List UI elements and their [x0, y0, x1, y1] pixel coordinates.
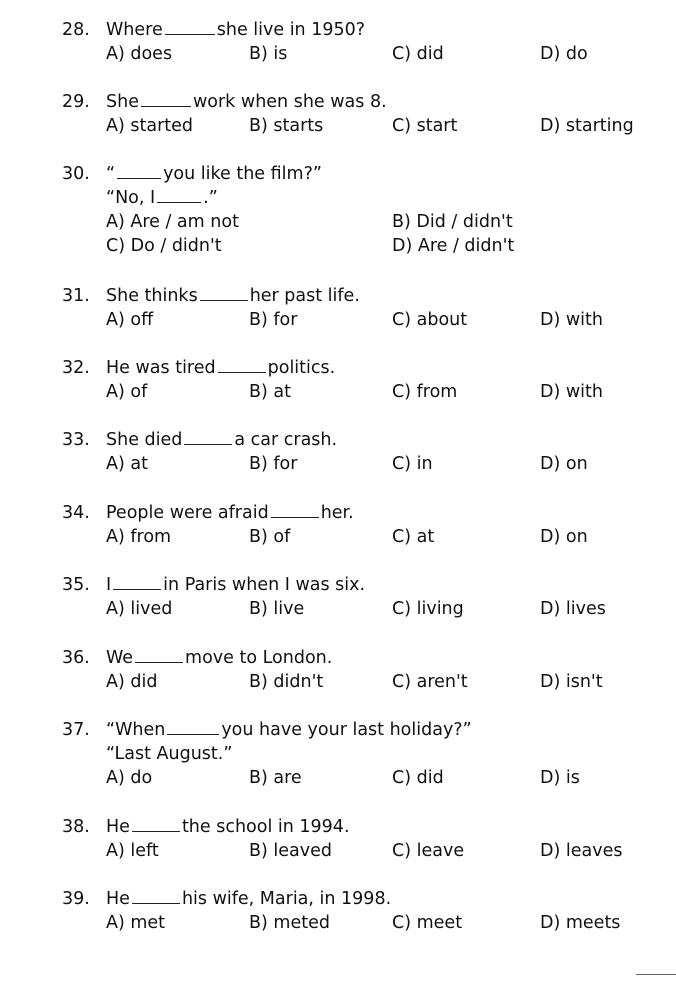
option-b[interactable]: B) for	[249, 310, 298, 330]
option-d[interactable]: D) on	[540, 527, 588, 547]
stem-text-before: People were afraid	[106, 503, 269, 523]
answer-blank[interactable]	[271, 501, 319, 518]
question-number: 36.	[62, 648, 90, 668]
question-stem-line	[106, 90, 387, 114]
question-number: 31.	[62, 286, 90, 306]
question-stem-line	[106, 428, 337, 452]
option-d[interactable]: D) lives	[540, 599, 606, 619]
option-c[interactable]: C) Do / didn't	[106, 236, 222, 256]
answer-blank[interactable]	[132, 815, 180, 832]
option-d[interactable]: D) Are / didn't	[392, 236, 515, 256]
question-number: 28.	[62, 20, 90, 40]
stem-text-after: she live in 1950?	[216, 20, 366, 40]
stem-text-after: .”	[203, 188, 218, 208]
answer-blank[interactable]	[218, 356, 266, 373]
option-b[interactable]: B) at	[249, 382, 291, 402]
question-stem-line	[106, 573, 365, 597]
stem-text-after: his wife, Maria, in 1998.	[181, 889, 392, 909]
answer-blank[interactable]	[184, 428, 232, 445]
option-a[interactable]: A) off	[106, 310, 154, 330]
option-a[interactable]: A) of	[106, 382, 148, 402]
answer-blank[interactable]	[157, 186, 201, 203]
stem-text-before: He was tired	[106, 358, 216, 378]
option-b[interactable]: B) are	[249, 768, 302, 788]
option-c[interactable]: C) did	[392, 44, 444, 64]
option-c[interactable]: C) leave	[392, 841, 465, 861]
stem-text-after: you have your last holiday?”	[221, 720, 472, 740]
option-c[interactable]: C) meet	[392, 913, 463, 933]
answer-blank[interactable]	[135, 646, 183, 663]
answer-blank[interactable]	[117, 162, 161, 179]
question-stem-line	[106, 718, 472, 742]
question-number: 29.	[62, 92, 90, 112]
option-c[interactable]: C) about	[392, 310, 468, 330]
stem-text-before: “	[106, 164, 116, 184]
option-a[interactable]: A) does	[106, 44, 173, 64]
stem-text-before: “No, I	[106, 188, 156, 208]
stem-text-after: her.	[320, 503, 354, 523]
question-number: 38.	[62, 817, 90, 837]
option-b[interactable]: B) starts	[249, 116, 324, 136]
option-b[interactable]: B) meted	[249, 913, 330, 933]
option-c[interactable]: C) in	[392, 454, 433, 474]
option-a[interactable]: A) did	[106, 672, 158, 692]
option-d[interactable]: D) do	[540, 44, 588, 64]
option-d[interactable]: D) meets	[540, 913, 621, 933]
option-a[interactable]: A) Are / am not	[106, 212, 239, 232]
stem-text-before: He	[106, 817, 130, 837]
question-stem-line	[106, 742, 232, 766]
option-d[interactable]: D) is	[540, 768, 580, 788]
option-d[interactable]: D) with	[540, 310, 603, 330]
question-number: 32.	[62, 358, 90, 378]
question-stem-line	[106, 815, 350, 839]
stem-text-before: She died	[106, 430, 183, 450]
option-b[interactable]: B) for	[249, 454, 298, 474]
stem-text-before: She thinks	[106, 286, 198, 306]
option-c[interactable]: C) at	[392, 527, 435, 547]
stem-text-before: We	[106, 648, 134, 668]
question-stem-line	[106, 501, 354, 525]
question-stem-line	[106, 887, 391, 911]
option-c[interactable]: C) from	[392, 382, 458, 402]
stem-text-before: She	[106, 92, 139, 112]
option-c[interactable]: C) did	[392, 768, 444, 788]
option-b[interactable]: B) of	[249, 527, 291, 547]
stem-text-after: her past life.	[249, 286, 360, 306]
question-number: 34.	[62, 503, 90, 523]
option-d[interactable]: D) with	[540, 382, 603, 402]
option-b[interactable]: B) live	[249, 599, 305, 619]
stem-text-after: in Paris when I was six.	[163, 575, 366, 595]
answer-blank[interactable]	[200, 284, 248, 301]
question-stem-line	[106, 162, 322, 186]
option-c[interactable]: C) living	[392, 599, 464, 619]
stem-text-after: a car crash.	[234, 430, 338, 450]
stem-text-before: “When	[106, 720, 166, 740]
answer-blank[interactable]	[167, 718, 219, 735]
option-c[interactable]: C) start	[392, 116, 458, 136]
answer-blank[interactable]	[132, 887, 180, 904]
answer-blank[interactable]	[165, 18, 215, 35]
question-number: 39.	[62, 889, 90, 909]
option-a[interactable]: A) left	[106, 841, 159, 861]
page-corner-line	[636, 974, 676, 975]
question-stem-line	[106, 186, 218, 210]
stem-text-before: Where	[106, 20, 163, 40]
option-a[interactable]: A) lived	[106, 599, 173, 619]
answer-blank[interactable]	[113, 573, 161, 590]
option-d[interactable]: D) leaves	[540, 841, 623, 861]
question-stem-line	[106, 646, 332, 670]
question-number: 35.	[62, 575, 90, 595]
option-b[interactable]: B) is	[249, 44, 288, 64]
option-a[interactable]: A) do	[106, 768, 153, 788]
option-d[interactable]: D) on	[540, 454, 588, 474]
question-stem-line	[106, 18, 365, 42]
question-number: 30.	[62, 164, 90, 184]
option-d[interactable]: D) starting	[540, 116, 634, 136]
stem-text-before: He	[106, 889, 130, 909]
option-b[interactable]: B) didn't	[249, 672, 324, 692]
option-d[interactable]: D) isn't	[540, 672, 603, 692]
option-a[interactable]: A) started	[106, 116, 193, 136]
option-c[interactable]: C) aren't	[392, 672, 468, 692]
question-stem-line	[106, 356, 335, 380]
question-number: 37.	[62, 720, 90, 740]
question-number: 33.	[62, 430, 90, 450]
stem-text-after: you like the film?”	[163, 164, 322, 184]
option-a[interactable]: A) from	[106, 527, 172, 547]
stem-text-before: “Last August.”	[106, 744, 233, 764]
option-b[interactable]: B) Did / didn't	[392, 212, 513, 232]
option-a[interactable]: A) met	[106, 913, 166, 933]
stem-text-before: I	[106, 575, 112, 595]
stem-text-after: work when she was 8.	[192, 92, 387, 112]
question-stem-line	[106, 284, 360, 308]
option-b[interactable]: B) leaved	[249, 841, 332, 861]
stem-text-after: move to London.	[185, 648, 333, 668]
stem-text-after: politics.	[267, 358, 336, 378]
answer-blank[interactable]	[141, 90, 191, 107]
stem-text-after: the school in 1994.	[181, 817, 350, 837]
option-a[interactable]: A) at	[106, 454, 148, 474]
